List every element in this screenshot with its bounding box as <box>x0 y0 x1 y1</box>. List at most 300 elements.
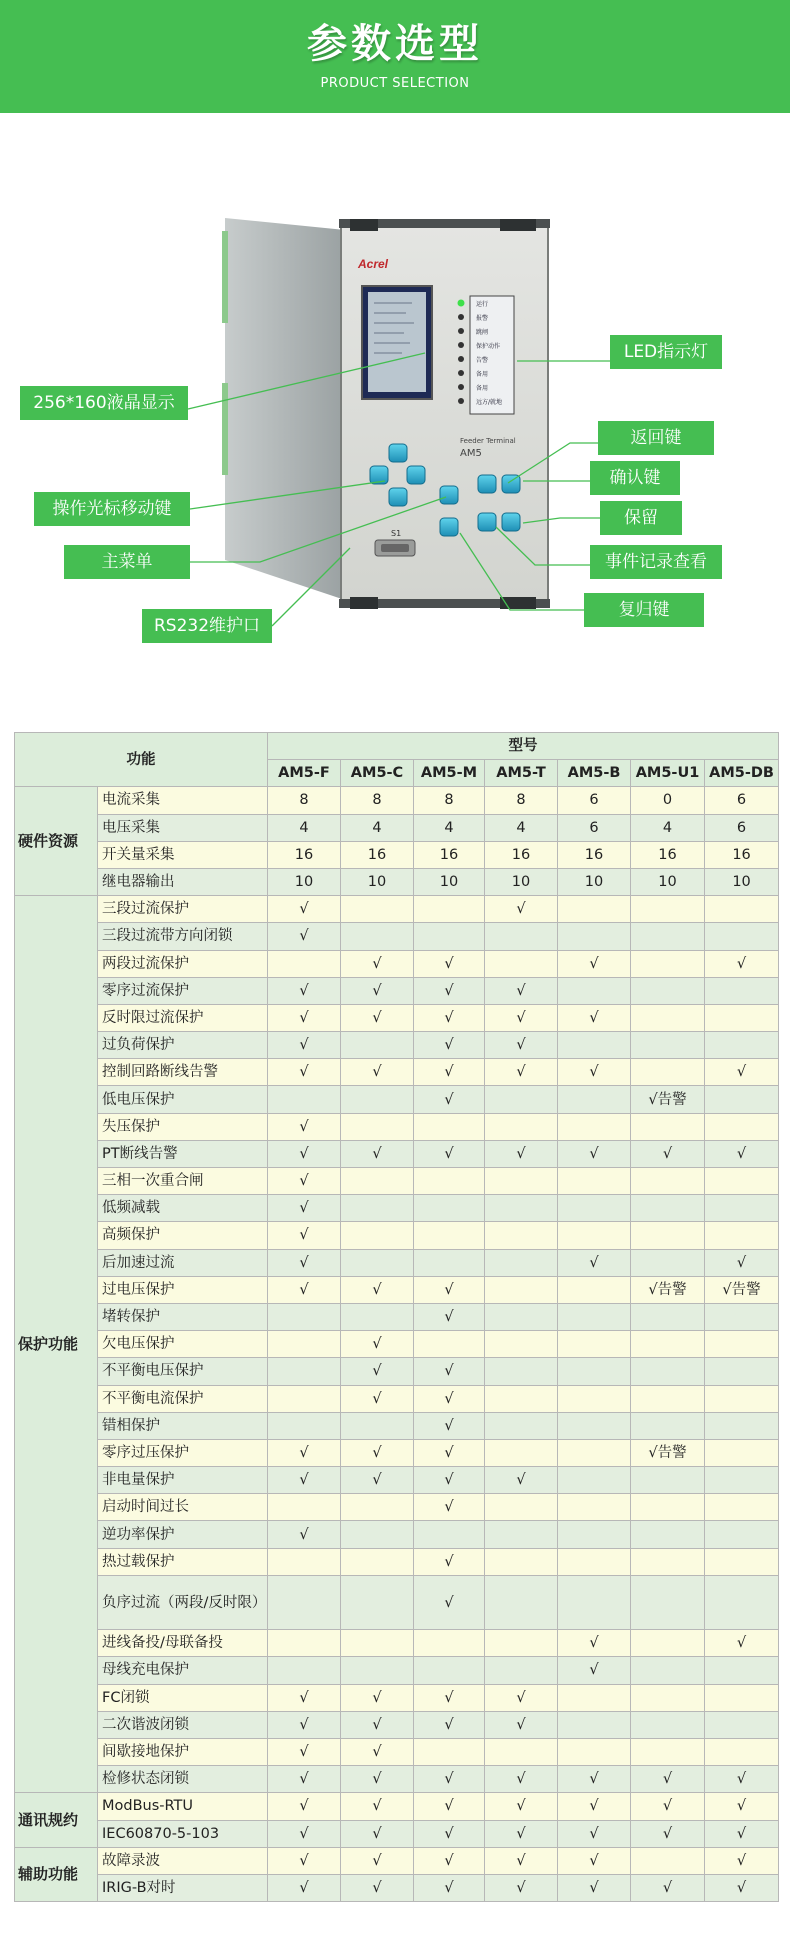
table-cell <box>631 1548 705 1575</box>
table-cell: √ <box>414 1874 485 1901</box>
table-cell: √ <box>268 1439 341 1466</box>
table-row <box>15 1793 779 1820</box>
table-cell <box>558 1222 631 1249</box>
table-cell: √ <box>631 1140 705 1167</box>
table-cell: √ <box>414 1140 485 1167</box>
table-cell <box>705 1575 779 1629</box>
table-cell <box>414 896 485 923</box>
table-row <box>15 1847 779 1874</box>
table-cell: √ <box>341 1847 414 1874</box>
table-cell <box>341 1657 414 1684</box>
table-cell <box>268 1086 341 1113</box>
table-cell <box>631 1168 705 1195</box>
table-cell <box>485 1086 558 1113</box>
table-cell <box>558 1738 631 1765</box>
table-cell <box>485 1358 558 1385</box>
table-cell <box>705 1004 779 1031</box>
key-reset <box>440 518 458 536</box>
table-cell: √ <box>705 950 779 977</box>
table-cell <box>414 1222 485 1249</box>
table-cell <box>631 1412 705 1439</box>
table-cell: √ <box>558 950 631 977</box>
table-cell: 10 <box>268 868 341 895</box>
table-cell: √ <box>558 1059 631 1086</box>
table-cell <box>705 1439 779 1466</box>
table-cell <box>414 1249 485 1276</box>
header-model: 型号 <box>268 733 779 760</box>
table-cell <box>558 1086 631 1113</box>
table-cell: √ <box>485 1684 558 1711</box>
table-cell: √ <box>705 1820 779 1847</box>
table-cell <box>705 1168 779 1195</box>
table-row <box>15 1548 779 1575</box>
table-row <box>15 1004 779 1031</box>
table-cell: √ <box>631 1766 705 1793</box>
table-row <box>15 1195 779 1222</box>
table-cell <box>268 1630 341 1657</box>
table-cell: √ <box>414 1575 485 1629</box>
table-cell: 10 <box>341 868 414 895</box>
table-cell: √ <box>268 1793 341 1820</box>
table-cell <box>631 1521 705 1548</box>
port-label: S1 <box>391 529 402 538</box>
table-cell <box>341 1630 414 1657</box>
callout-event-records: 事件记录查看 <box>590 545 722 579</box>
table-cell <box>414 923 485 950</box>
table-cell <box>414 1630 485 1657</box>
model-header: AM5-C <box>341 760 414 787</box>
table-cell: √ <box>268 1874 341 1901</box>
table-cell: 6 <box>558 787 631 814</box>
function-name: 过电压保护 <box>98 1276 268 1303</box>
page-title: 参数选型 <box>307 21 483 67</box>
table-cell: √ <box>558 1793 631 1820</box>
table-cell <box>558 1358 631 1385</box>
function-name: IRIG-B对时 <box>98 1874 268 1901</box>
function-name: 非电量保护 <box>98 1467 268 1494</box>
table-cell: √ <box>268 1195 341 1222</box>
table-cell <box>705 1222 779 1249</box>
table-cell: √ <box>631 1793 705 1820</box>
led-label: 备用 <box>476 371 489 378</box>
table-cell <box>631 977 705 1004</box>
table-cell: √ <box>414 1847 485 1874</box>
table-cell: 6 <box>705 787 779 814</box>
table-cell: 4 <box>341 814 414 841</box>
callout-main-menu: 主菜单 <box>64 545 190 579</box>
table-cell <box>558 1439 631 1466</box>
table-cell <box>485 1630 558 1657</box>
table-row <box>15 977 779 1004</box>
table-cell: √ <box>414 1494 485 1521</box>
function-name: 堵转保护 <box>98 1303 268 1330</box>
key-menu <box>440 486 458 504</box>
table-cell: 16 <box>705 841 779 868</box>
table-cell: √ <box>341 1793 414 1820</box>
table-cell: √ <box>558 1766 631 1793</box>
table-cell: √ <box>268 896 341 923</box>
table-cell <box>558 1113 631 1140</box>
table-row <box>15 1032 779 1059</box>
table-cell: √ <box>485 977 558 1004</box>
table-cell <box>341 1222 414 1249</box>
table-cell <box>485 1331 558 1358</box>
table-cell <box>705 1358 779 1385</box>
table-cell <box>631 1575 705 1629</box>
function-name: 母线充电保护 <box>98 1657 268 1684</box>
table-cell: √ <box>414 977 485 1004</box>
table-cell <box>341 1168 414 1195</box>
table-cell <box>631 1004 705 1031</box>
table-cell: √ <box>341 1004 414 1031</box>
table-cell <box>705 1684 779 1711</box>
table-cell <box>705 923 779 950</box>
table-cell: 10 <box>558 868 631 895</box>
table-cell <box>631 1711 705 1738</box>
table-cell: √ <box>705 1874 779 1901</box>
table-cell: √ <box>268 1766 341 1793</box>
table-cell: √ <box>414 1303 485 1330</box>
table-cell <box>558 1494 631 1521</box>
function-name: 电流采集 <box>98 787 268 814</box>
table-cell <box>341 1494 414 1521</box>
table-cell: √ <box>485 1059 558 1086</box>
table-cell: √ <box>414 1548 485 1575</box>
table-cell <box>705 1032 779 1059</box>
table-cell <box>705 896 779 923</box>
table-cell <box>558 1521 631 1548</box>
function-name: 间歇接地保护 <box>98 1738 268 1765</box>
function-name: 进线备投/母联备投 <box>98 1630 268 1657</box>
table-row <box>15 1684 779 1711</box>
callout-lcd-display: 256*160液晶显示 <box>20 386 188 420</box>
table-cell <box>631 1630 705 1657</box>
table-cell <box>631 950 705 977</box>
table-row <box>15 1467 779 1494</box>
table-cell: √ <box>268 1738 341 1765</box>
table-cell <box>268 950 341 977</box>
table-cell: √告警 <box>705 1276 779 1303</box>
table-row <box>15 841 779 868</box>
led-label: 运行 <box>476 301 489 308</box>
table-cell: √ <box>705 1059 779 1086</box>
led-label: 保护动作 <box>476 343 501 350</box>
table-cell: √ <box>414 1439 485 1466</box>
table-cell: 8 <box>341 787 414 814</box>
table-cell: √ <box>558 1630 631 1657</box>
table-cell <box>705 1331 779 1358</box>
table-cell: 10 <box>485 868 558 895</box>
table-cell <box>631 1032 705 1059</box>
table-cell <box>558 896 631 923</box>
table-cell: √ <box>631 1874 705 1901</box>
table-cell <box>558 1684 631 1711</box>
table-cell: 16 <box>631 841 705 868</box>
function-name: 三相一次重合闸 <box>98 1168 268 1195</box>
table-cell: √ <box>485 1032 558 1059</box>
product-illustration <box>0 113 790 723</box>
function-name: 低频减载 <box>98 1195 268 1222</box>
table-cell: √ <box>485 1874 558 1901</box>
table-cell: √ <box>268 1684 341 1711</box>
panel-title: Feeder Terminal <box>460 437 516 445</box>
table-row <box>15 1331 779 1358</box>
table-row <box>15 1086 779 1113</box>
table-cell: √ <box>485 896 558 923</box>
function-name: 三段过流带方向闭锁 <box>98 923 268 950</box>
table-cell: √ <box>414 1086 485 1113</box>
model-header: AM5-T <box>485 760 558 787</box>
table-cell <box>341 1086 414 1113</box>
table-cell <box>705 1711 779 1738</box>
table-cell <box>341 1303 414 1330</box>
table-cell: √ <box>485 1793 558 1820</box>
table-cell: √ <box>414 1059 485 1086</box>
table-cell <box>485 1494 558 1521</box>
table-cell: √ <box>268 1032 341 1059</box>
table-cell <box>558 1303 631 1330</box>
function-name: 故障录波 <box>98 1847 268 1874</box>
table-cell: √ <box>268 1711 341 1738</box>
table-row <box>15 896 779 923</box>
table-cell: √ <box>414 950 485 977</box>
table-cell: √ <box>558 1820 631 1847</box>
group-label: 保护功能 <box>15 896 98 1793</box>
key-events <box>478 513 496 531</box>
table-cell <box>631 1059 705 1086</box>
table-cell: √ <box>414 1467 485 1494</box>
table-cell <box>705 1195 779 1222</box>
model-header: AM5-DB <box>705 760 779 787</box>
function-name: FC闭锁 <box>98 1684 268 1711</box>
table-cell: √ <box>341 1385 414 1412</box>
table-row <box>15 868 779 895</box>
table-cell <box>558 1385 631 1412</box>
table-cell <box>631 1331 705 1358</box>
brand-logo: Acrel <box>358 257 389 271</box>
table-cell: √告警 <box>631 1086 705 1113</box>
table-cell: √ <box>341 1766 414 1793</box>
device-front <box>341 223 548 603</box>
table-cell <box>341 1521 414 1548</box>
table-cell: √ <box>558 1004 631 1031</box>
table-cell: √ <box>558 1249 631 1276</box>
table-cell <box>631 923 705 950</box>
table-cell <box>558 923 631 950</box>
table-cell <box>631 1358 705 1385</box>
callout-confirm-key: 确认键 <box>590 461 680 495</box>
table-cell <box>268 1657 341 1684</box>
table-cell: √ <box>705 1140 779 1167</box>
table-cell <box>485 1439 558 1466</box>
table-cell: √ <box>341 1738 414 1765</box>
table-cell <box>631 1249 705 1276</box>
table-row <box>15 1168 779 1195</box>
table-cell: √ <box>414 1412 485 1439</box>
table-cell: √ <box>341 1276 414 1303</box>
function-name: 启动时间过长 <box>98 1494 268 1521</box>
table-cell <box>485 1575 558 1629</box>
table-cell: 6 <box>558 814 631 841</box>
table-cell: √ <box>341 950 414 977</box>
table-row <box>15 1630 779 1657</box>
table-cell: √ <box>268 977 341 1004</box>
table-cell: 0 <box>631 787 705 814</box>
led-label: 告警 <box>476 357 489 364</box>
table-cell <box>631 1847 705 1874</box>
table-cell <box>485 1276 558 1303</box>
table-cell: √ <box>341 977 414 1004</box>
table-cell: 16 <box>558 841 631 868</box>
table-cell <box>558 1032 631 1059</box>
table-cell: 16 <box>341 841 414 868</box>
table-cell <box>485 923 558 950</box>
table-cell: √ <box>705 1766 779 1793</box>
table-row <box>15 1303 779 1330</box>
led-label: 远方/就地 <box>476 399 503 406</box>
table-row <box>15 1358 779 1385</box>
table-cell <box>558 1412 631 1439</box>
table-cell: 8 <box>268 787 341 814</box>
table-row <box>15 1494 779 1521</box>
device-side <box>225 218 345 600</box>
table-cell <box>558 1331 631 1358</box>
led-label: 跳闸 <box>476 329 489 336</box>
table-row <box>15 1738 779 1765</box>
table-row <box>15 1575 779 1629</box>
table-cell: 8 <box>485 787 558 814</box>
table-cell <box>705 1113 779 1140</box>
table-cell <box>558 1711 631 1738</box>
model-header: AM5-F <box>268 760 341 787</box>
table-cell: √ <box>268 1467 341 1494</box>
table-cell: √ <box>268 1168 341 1195</box>
table-cell <box>705 1467 779 1494</box>
table-cell <box>341 1412 414 1439</box>
table-row <box>15 1113 779 1140</box>
callout-cursor-keys: 操作光标移动键 <box>34 492 190 526</box>
table-cell <box>705 1548 779 1575</box>
table-cell <box>414 1738 485 1765</box>
table-cell <box>705 1494 779 1521</box>
function-name: 电压采集 <box>98 814 268 841</box>
table-cell <box>485 1548 558 1575</box>
table-cell: √ <box>341 1874 414 1901</box>
table-cell <box>485 1249 558 1276</box>
table-cell <box>268 1331 341 1358</box>
table-cell <box>341 1575 414 1629</box>
function-name: PT断线告警 <box>98 1140 268 1167</box>
table-cell <box>485 1303 558 1330</box>
table-cell <box>631 1385 705 1412</box>
page-header <box>0 0 790 113</box>
function-name: 失压保护 <box>98 1113 268 1140</box>
table-row <box>15 1766 779 1793</box>
callout-reset-key: 复归键 <box>584 593 704 627</box>
table-cell <box>631 1494 705 1521</box>
table-cell <box>485 1195 558 1222</box>
table-cell: √ <box>485 1004 558 1031</box>
table-cell: √ <box>341 1059 414 1086</box>
table-cell: √ <box>268 1140 341 1167</box>
callout-reserve: 保留 <box>600 501 682 535</box>
function-name: 零序过流保护 <box>98 977 268 1004</box>
table-cell: √ <box>341 1358 414 1385</box>
function-name: ModBus-RTU <box>98 1793 268 1820</box>
key-reserve <box>502 513 520 531</box>
table-cell: 4 <box>414 814 485 841</box>
table-cell: √ <box>268 1249 341 1276</box>
table-cell <box>414 1657 485 1684</box>
table-cell <box>631 1684 705 1711</box>
table-cell: √ <box>268 1276 341 1303</box>
table-cell <box>341 1113 414 1140</box>
table-row <box>15 1711 779 1738</box>
function-name: 错相保护 <box>98 1412 268 1439</box>
table-cell: √ <box>268 1222 341 1249</box>
table-cell: √ <box>485 1711 558 1738</box>
function-name: 二次谐波闭锁 <box>98 1711 268 1738</box>
callout-back-key: 返回键 <box>598 421 714 455</box>
table-cell: √ <box>341 1439 414 1466</box>
selection-table <box>14 732 779 1902</box>
table-cell <box>485 1412 558 1439</box>
table-row <box>15 923 779 950</box>
table-cell <box>631 1303 705 1330</box>
function-name: 逆功率保护 <box>98 1521 268 1548</box>
table-row <box>15 1874 779 1901</box>
table-cell <box>414 1113 485 1140</box>
table-cell: √ <box>341 1331 414 1358</box>
table-cell <box>558 1276 631 1303</box>
table-cell: √ <box>558 1847 631 1874</box>
table-cell <box>414 1195 485 1222</box>
table-cell <box>485 1222 558 1249</box>
table-cell: 10 <box>705 868 779 895</box>
table-cell <box>705 1412 779 1439</box>
page-subtitle: PRODUCT SELECTION <box>320 76 470 91</box>
function-name: 反时限过流保护 <box>98 1004 268 1031</box>
model-header: AM5-M <box>414 760 485 787</box>
table-cell: 16 <box>414 841 485 868</box>
table-cell <box>705 977 779 1004</box>
table-cell: √ <box>341 1467 414 1494</box>
table-cell <box>631 896 705 923</box>
table-cell <box>341 896 414 923</box>
table-cell <box>414 1331 485 1358</box>
function-name: 不平衡电流保护 <box>98 1385 268 1412</box>
table-cell: 10 <box>631 868 705 895</box>
table-cell: √ <box>414 1711 485 1738</box>
function-name: 三段过流保护 <box>98 896 268 923</box>
table-cell <box>631 1738 705 1765</box>
table-row <box>15 1439 779 1466</box>
table-cell: 4 <box>631 814 705 841</box>
table-cell: √ <box>485 1140 558 1167</box>
table-cell: √ <box>268 1820 341 1847</box>
table-cell <box>341 1032 414 1059</box>
table-cell: √ <box>268 1847 341 1874</box>
key-return <box>478 475 496 493</box>
function-name: IEC60870-5-103 <box>98 1820 268 1847</box>
model-header: AM5-B <box>558 760 631 787</box>
table-cell <box>631 1113 705 1140</box>
group-label: 硬件资源 <box>15 787 98 896</box>
table-cell: √ <box>414 1358 485 1385</box>
table-cell: 16 <box>485 841 558 868</box>
led-label-panel <box>470 296 514 414</box>
function-name: 欠电压保护 <box>98 1331 268 1358</box>
